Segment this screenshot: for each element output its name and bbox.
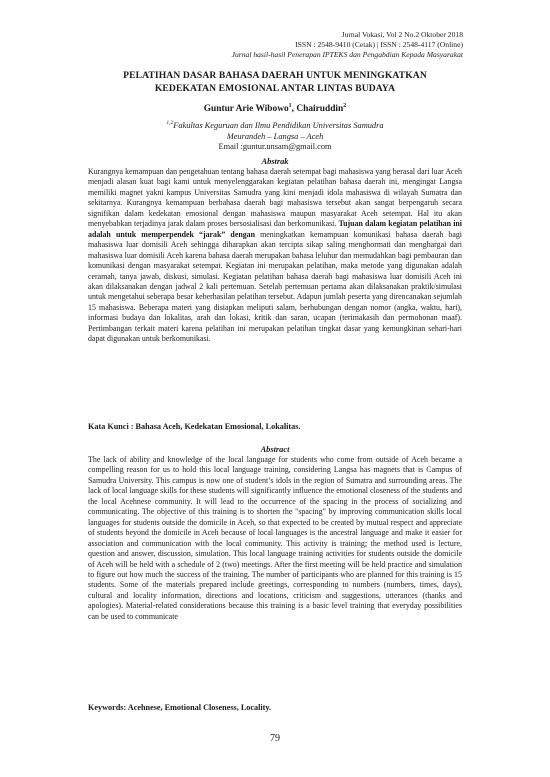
abstrak-heading: Abstrak: [261, 157, 289, 166]
abstrak-bold-sentence: Tujuan dalam kegiatan pelatihan ini adalah untuk memperpendek “jarak” dengan: [88, 219, 462, 239]
author-1: Guntur Arie Wibowo: [203, 104, 289, 115]
title-line-1: PELATIHAN DASAR BAHASA DAERAH UNTUK MENINGKATKAN: [123, 70, 427, 81]
affiliation-sup: 1,2: [166, 120, 174, 126]
abstrak-para-1: Kurangnya kemampuan dan pengetahuan tentang bahasa daerah setempat bagi mahasiswa yang berasal dari luar Aceh menjadi alasan kuat bagi kami untuk menyelenggarakan kegiatan pelatihan bahasa daerah ini, mengingat Langsa memiliki magnet yakni kampus Universitas Samudra yang kini menjadi idola mahasiswa di wilayah Sumatra dan sekitarnya. Kurangnya kemampuan berbahasa daerah bagi mahasiswa tersebut akan sangat berpengaruh secara signifikan dalam kedekatan emosional dengan mahasiswa maupun masyarakat Aceh setempat. Hal itu akan menyebabkan terjadinya jarak dalam proses bersosialisasi dan berkomunikasi.: [88, 167, 462, 229]
keywords: Keywords: Acehnese, Emotional Closeness, Locality.: [88, 703, 272, 712]
abstrak-para-2: meningkatkan kemampuan komunikasi bahasa daerah bagi mahasiswa luar domisili Aceh sehingga diharapkan akan tercipta sikap saling menghormati dan menghargai dari mahasiswa luar domisili Aceh karena bahasa daerah merupakan bahasa leluhur dan memudahkan bagi pembauran dan komunikasi dengan masyarakat setempat. Kegiatan ini merupakan pelatihan, maka metode yang digunakan adalah ceramah, tanya jawab, diskusi, simulasi. Kegiatan pelatihan bahasa daerah bagi mahasiswa luar domisili Aceh ini akan dilaksanakan dengan jadwal 2 kali pertemuan. Setelah pertemuan pertama akan dilaksanakan praktik/simulasi untuk mengetahui seberapa besar keberhasilan pelatihan tersebut. Adapun jumlah peserta yang direncanakan sejumlah 15 mahasiswa. Beberapa materi yang disiapkan meliputi salam, berhubungan dengan nomor (angka, waktu, hari), informasi budaya dan lokalitas, arah dan lokasi, kritik dan saran, ucapan (terimakasih dan permohonan maaf). Pertimbangan terkait materi karena pelatihan ini merupakan pelatihan tingkat dasar yang kemungkinan sehari-hari dapat digunakan untuk berkomunikasi.: [88, 229, 462, 344]
kata-kunci: Kata Kunci : Bahasa Aceh, Kedekatan Emosional, Lokalitas.: [88, 422, 301, 431]
journal-volume: Jurnal Vokasi, Vol 2 No.2 Oktober 2018: [341, 30, 463, 39]
title-line-2: KEDEKATAN EMOSIONAL ANTAR LINTAS BUDAYA: [154, 82, 396, 94]
journal-issn: ISSN : 2548-9410 (Cetak) | ISSN : 2548-4117 (Online): [295, 40, 463, 49]
page-number: 79: [270, 733, 280, 744]
affiliation-line-2: Meurandeh – Langsa – Aceh: [226, 132, 324, 142]
author-2: Chairuddin: [296, 104, 344, 115]
author-separator: ,: [291, 104, 297, 115]
paper-title: [60, 70, 490, 95]
abstract-heading: Abstract: [260, 445, 290, 454]
abstrak-body: [88, 167, 462, 345]
author-1-sup: 1: [288, 103, 292, 109]
affiliation-line-1: Fakultas Keguruan dan Ilmu Pendidikan Universitas Samudra: [173, 120, 384, 130]
author-email: Email :guntur.unsam@gmail.com: [218, 142, 332, 151]
affiliation: [60, 118, 490, 143]
journal-subtitle: Jurnal hasil-hasil Penerapan IPTEKS dan Pengabdian Kepada Masyarakat: [231, 50, 463, 59]
author-list: [60, 100, 490, 115]
journal-header: [232, 30, 463, 60]
author-2-sup: 2: [343, 103, 347, 109]
abstract-body: The lack of ability and knowledge of the local language for students who come from outside of Aceh became a compelling reason for us to hold this local language training, considering Langsa has magnets that is Campus of Samudra University. This campus is now one of student’s idols in the region of Sumatra and surrounding areas. The lack of local language skills for these students will significantly influence the emotional closeness of the students and the local Acehnese community. It will lead to the occurrence of the spacing in the process of socializing and communicating. The objective of this training is to shorten the "spacing" by improving communication skills local languages for students outside the domicile in Aceh, so that expected to be created by mutual respect and appreciate of students beyond the domicile in Aceh because of local languages is the ancestral language and make it easier for association and communication with the local community. This activity is training; the method used is lecture, question and answer, discussion, simulation. This local language training activities for students outside the domicile of Aceh will be held with a schedule of 2 (two) meetings. After the first meeting will be held practice and simulation to figure out how much the success of the training. The number of participants who are planned for this training is 15 students. Some of the materials prepared include greetings, corresponding to numbers (numbers, times, days), cultural and locality information, directions and locations, criticism and suggestions, utterances (thanks and apologies). Material-related considerations because this training is a basic level training that everyday possibilities can be used to communicate: [88, 455, 462, 621]
